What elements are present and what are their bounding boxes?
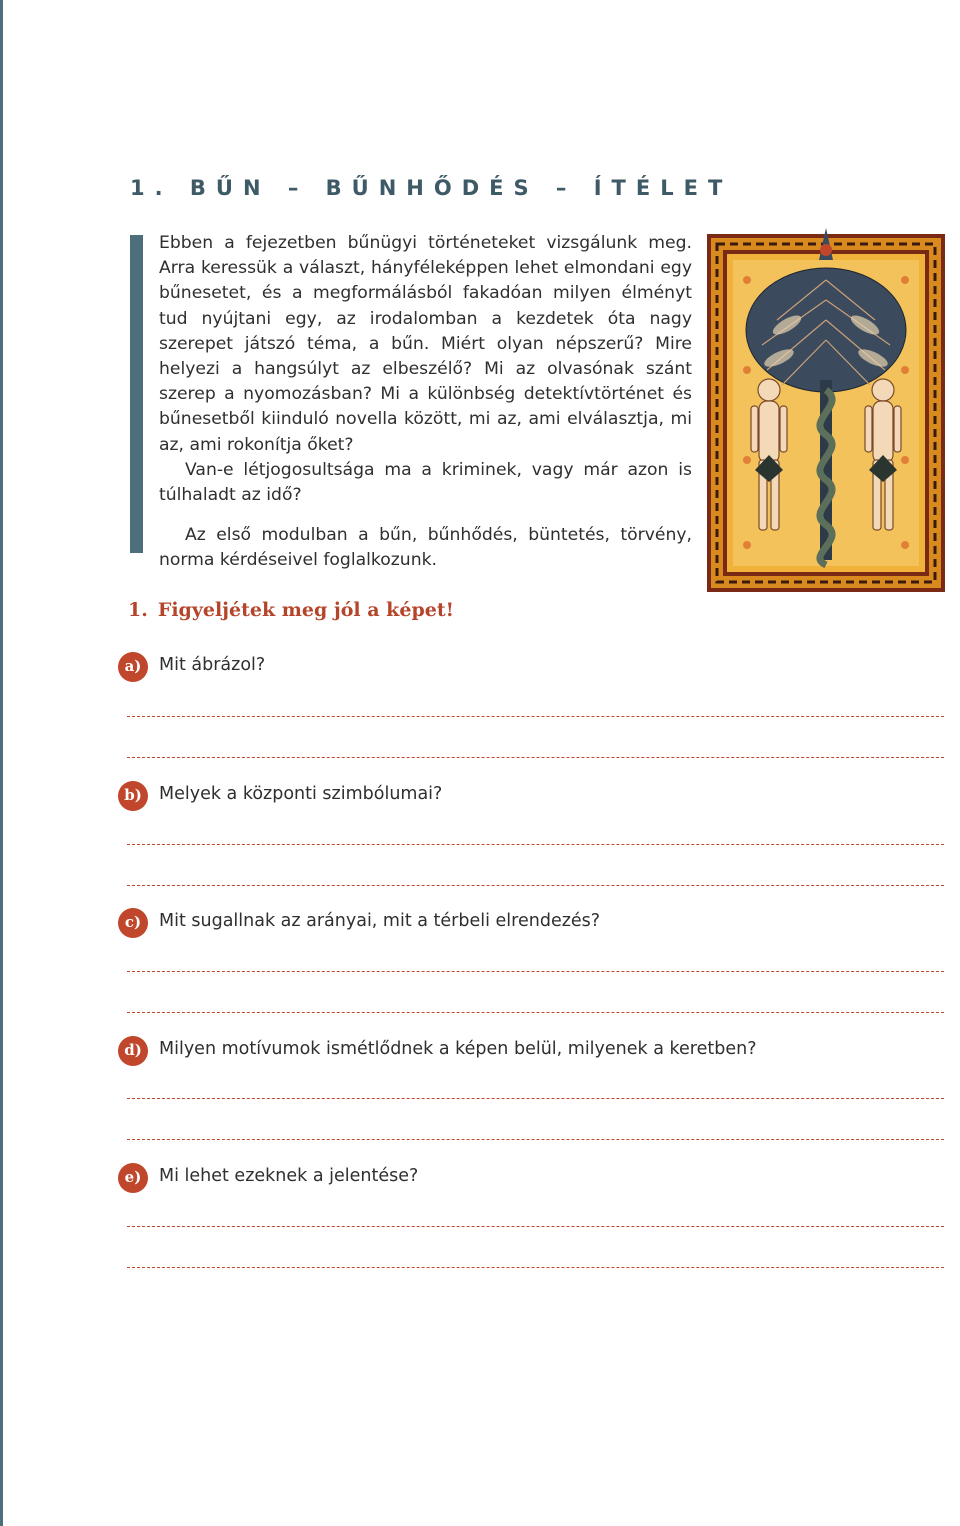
question-d — [118, 1036, 948, 1066]
answer-line-b2[interactable] — [127, 885, 944, 886]
task-number: 1. — [128, 599, 148, 621]
question-e-text: Mi lehet ezeknek a jelentése? — [159, 1166, 419, 1186]
question-c — [118, 908, 948, 938]
question-a-badge: a) — [118, 652, 148, 682]
page-edge-stripe — [0, 0, 3, 1526]
answer-line-c2[interactable] — [127, 1012, 944, 1013]
task-instruction: Figyeljétek meg jól a képet! — [157, 599, 454, 621]
intro-paragraph-1: Ebben a fejezetben bűnügyi történeteket vizsgálunk meg. Arra keressük a választ, hányféleképpen lehet elmondani egy bűnesetet, és a megformálásból fakadóan milyen élményt tud nyújtani egy, az irodalomban a kezdetek óta nagy szerepet játszó téma, a bűn. Miért olyan népszerű? Mire helyezi a hangsúlyt az elbeszélő? Mi az olvasónak szánt szerep a nyomozásban? Mi a különbség detektívtörténet és bűnesetből kiinduló novella között, mi az, ami elválasztja, mi az, ami rokonítja őket? — [159, 233, 692, 455]
adam-eve-illumination — [707, 220, 945, 592]
question-b — [118, 781, 948, 811]
answer-line-b1[interactable] — [127, 844, 944, 845]
question-e-badge: e) — [118, 1163, 148, 1193]
chapter-title: 1. BŰN – BŰNHŐDÉS – ÍTÉLET — [130, 176, 733, 200]
question-b-badge: b) — [118, 781, 148, 811]
question-d-badge: d) — [118, 1036, 148, 1066]
answer-line-c1[interactable] — [127, 971, 944, 972]
intro-paragraph-2: Van-e létjogosultsága ma a kriminek, vagy már azon is túlhaladt az idő? — [159, 459, 692, 506]
answer-line-d2[interactable] — [127, 1139, 944, 1140]
question-a-text: Mit ábrázol? — [159, 655, 266, 675]
intro-text — [159, 231, 692, 574]
question-a — [118, 652, 948, 682]
answer-line-e2[interactable] — [127, 1267, 944, 1268]
answer-line-a1[interactable] — [127, 716, 944, 717]
question-d-text: Milyen motívumok ismétlődnek a képen belül, milyenek a keretben? — [159, 1039, 757, 1059]
question-b-text: Melyek a központi szimbólumai? — [159, 784, 443, 804]
intro-paragraph-3: Az első modulban a bűn, bűnhődés, büntetés, törvény, norma kérdéseivel foglalkozunk. — [159, 525, 692, 571]
answer-line-d1[interactable] — [127, 1098, 944, 1099]
question-c-text: Mit sugallnak az arányai, mit a térbeli elrendezés? — [159, 911, 601, 931]
question-c-badge: c) — [118, 908, 148, 938]
answer-line-e1[interactable] — [127, 1226, 944, 1227]
task-heading — [128, 599, 454, 621]
answer-line-a2[interactable] — [127, 757, 944, 758]
intro-accent-bar — [130, 235, 143, 553]
question-e — [118, 1163, 948, 1193]
